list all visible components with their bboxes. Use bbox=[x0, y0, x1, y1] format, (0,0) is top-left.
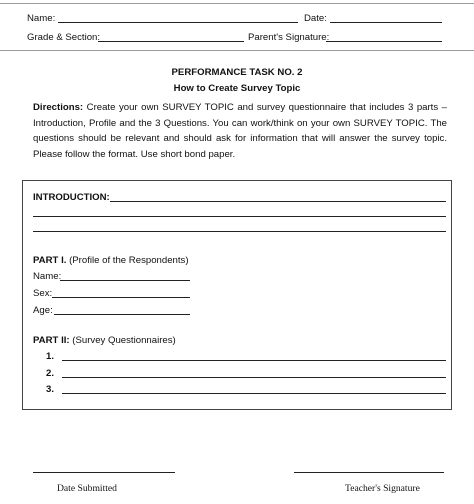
top-border bbox=[0, 3, 474, 4]
part1-heading bbox=[33, 255, 189, 266]
parent-signature-line[interactable] bbox=[326, 41, 442, 42]
question-3-line[interactable] bbox=[62, 393, 446, 394]
question-1-number: 1. bbox=[46, 351, 55, 362]
page-subtitle: How to Create Survey Topic bbox=[173, 83, 301, 94]
date-submitted-line[interactable] bbox=[33, 472, 175, 473]
name-label: Name: bbox=[27, 13, 56, 24]
question-1-line[interactable] bbox=[62, 360, 446, 361]
question-2-number: 2. bbox=[46, 368, 55, 379]
directions-text: Create your own SURVEY TOPIC and survey questionnaire that includes 3 parts – Introduction, Profile and the 3 Questions. You can work/think on your own SURVEY TOPIC. The questions should be relevant and should ask for information that will answer the survey topic. Please follow the format. Use short bond paper. bbox=[33, 102, 447, 160]
name-line[interactable] bbox=[58, 22, 298, 23]
introduction-label: INTRODUCTION: bbox=[33, 192, 110, 203]
survey-form-box bbox=[22, 180, 452, 410]
profile-age-line[interactable] bbox=[54, 314, 190, 315]
profile-name-label: Name: bbox=[33, 271, 62, 282]
teacher-signature-line[interactable] bbox=[294, 472, 444, 473]
profile-sex-line[interactable] bbox=[52, 297, 190, 298]
part2-desc: (Survey Questionnaires) bbox=[72, 335, 176, 346]
header-divider bbox=[0, 50, 474, 51]
grade-section-line[interactable] bbox=[98, 41, 244, 42]
profile-sex-label: Sex: bbox=[33, 288, 53, 299]
question-3-number: 3. bbox=[46, 384, 55, 395]
profile-age-label: Age: bbox=[33, 305, 53, 316]
date-line[interactable] bbox=[330, 22, 442, 23]
part1-desc: (Profile of the Respondents) bbox=[69, 255, 189, 266]
directions-label: Directions: bbox=[33, 102, 84, 113]
date-submitted-label: Date Submitted bbox=[57, 483, 117, 494]
profile-name-line[interactable] bbox=[60, 280, 190, 281]
teacher-signature-label: Teacher's Signature bbox=[345, 483, 420, 494]
page-title: PERFORMANCE TASK NO. 2 bbox=[171, 67, 303, 78]
part2-heading bbox=[33, 335, 176, 346]
introduction-line-1[interactable] bbox=[110, 201, 446, 202]
grade-section-label: Grade & Section: bbox=[27, 32, 101, 43]
introduction-line-3[interactable] bbox=[33, 231, 446, 232]
directions-paragraph bbox=[33, 100, 447, 162]
part1-label: PART I. bbox=[33, 255, 67, 266]
parent-signature-label: Parent's Signature: bbox=[248, 32, 330, 43]
part2-label: PART II: bbox=[33, 335, 70, 346]
question-2-line[interactable] bbox=[62, 377, 446, 378]
introduction-line-2[interactable] bbox=[33, 216, 446, 217]
date-label: Date: bbox=[304, 13, 327, 24]
